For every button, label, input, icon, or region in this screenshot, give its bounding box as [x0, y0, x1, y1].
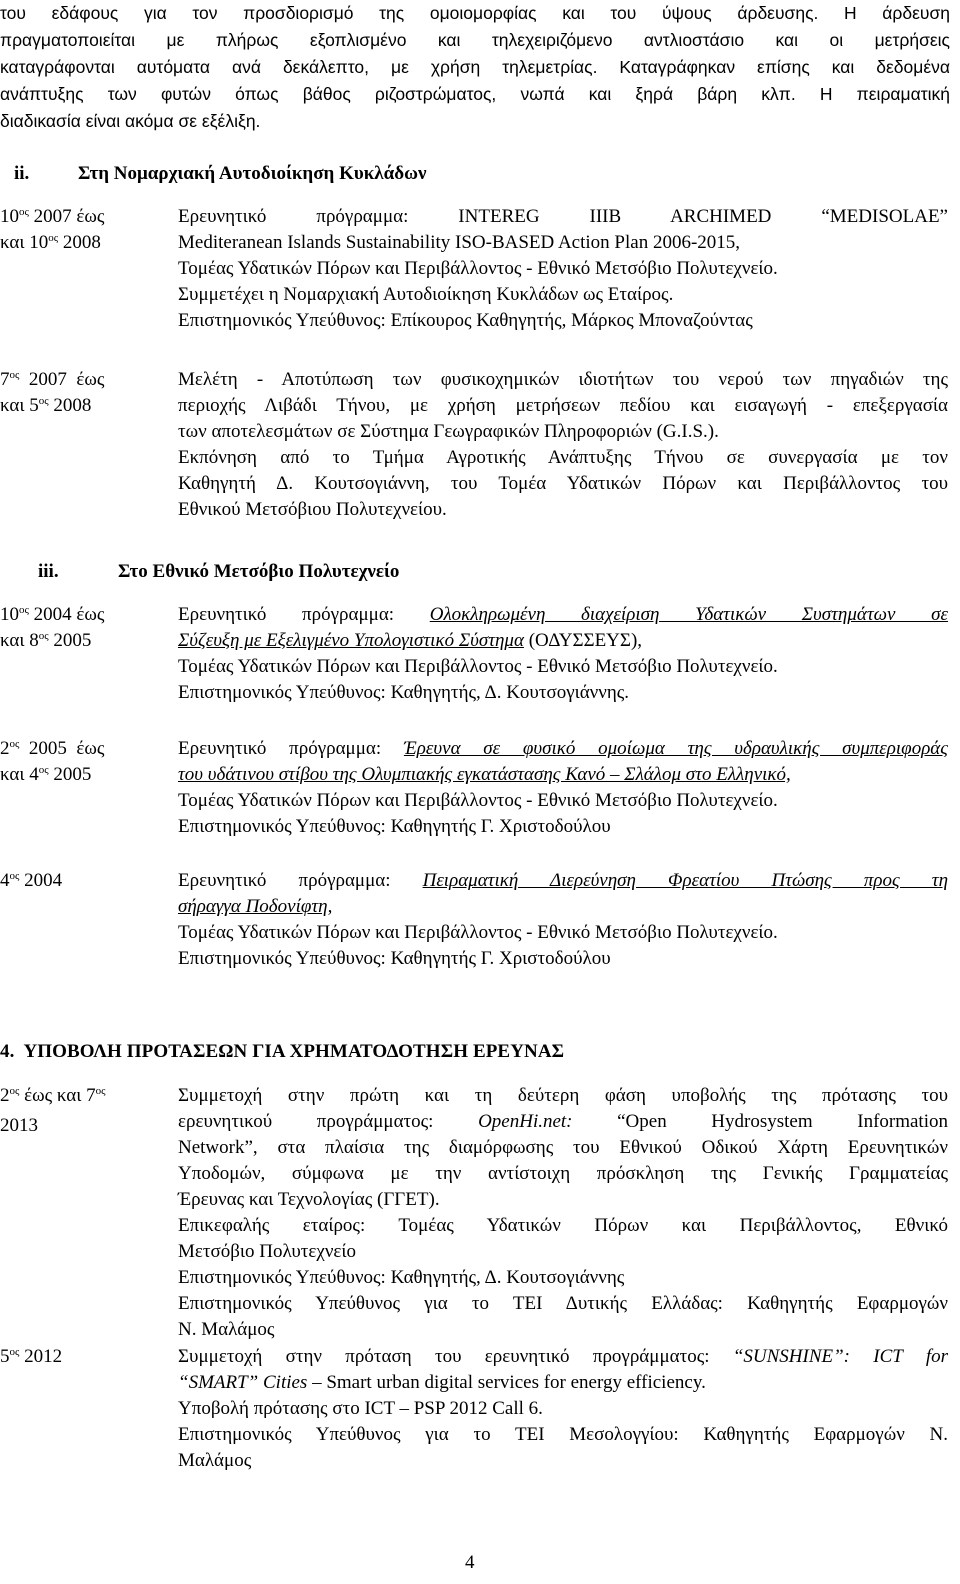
subsection-number: ii.	[14, 163, 30, 184]
entry-line: Σύζευξη με Εξελιγμένο Υπολογιστικό Σύστημα (ΟΔΥΣΣΕΥΣ),	[178, 630, 643, 651]
entry-line: Τομέας Υδατικών Πόρων και Περιβάλλοντος - Εθνικό Μετσόβιο Πολυτεχνείο.	[178, 790, 778, 811]
entry-line: του υδάτινου στίβου της Ολυμπιακής εγκατάστασης Κανό – Σλάλομ στο Ελληνικό,	[178, 764, 791, 785]
proposal-content	[178, 1083, 948, 1343]
proposal-date: $2^{o\varsigma}$ έως και $7^{o\varsigma}$ 2013	[0, 1085, 106, 1136]
intro-line: καταγράφονται αυτόματα ανά δεκάλεπτο, με χρήση τηλεμετρίας. Καταγράφηκαν επίσης και δεδομένα	[0, 57, 950, 77]
proposal-line: Έρευνας και Τεχνολογίας (ΓΓΕΤ).	[178, 1189, 440, 1210]
entry-content	[178, 602, 948, 706]
entry-date: $10^{o\varsigma}$ 2004 έως και $8^{o\varsigma}$ 2005	[0, 604, 105, 651]
proposal-line: Επιστημονικός Υπεύθυνος για το ΤΕΙ Δυτικής Ελλάδας: Καθηγητής Εφαρμογών	[178, 1293, 948, 1314]
entry-line: των αποτελεσμάτων σε Σύστημα Γεωγραφικών Πληροφοριών (G.I.S.).	[178, 421, 719, 442]
intro-line: του εδάφους για τον προσδιορισμό της ομοιομορφίας και του ύψους άρδευσης. Η άρδευση	[0, 3, 950, 23]
proposal-line: Συμμετοχή στην πρόταση του ερευνητικό προγράμματος: “SUNSHINE”: ICT for	[178, 1346, 948, 1367]
proposal-line: Υποδομών, σύμφωνα με την αντίστοιχη πρόσκληση της Γενικής Γραμματείας	[178, 1163, 948, 1184]
entry-date: $10^{o\varsigma}$ 2007 έως και $10^{o\varsigma}$ 2008	[0, 206, 105, 253]
entry-line: Μελέτη - Αποτύπωση των φυσικοχημικών ιδιοτήτων του νερού των πηγαδιών της	[178, 369, 948, 390]
intro-paragraph	[0, 0, 950, 135]
proposal-line: Network”, στα πλαίσια της διαμόρφωσης του Εθνικού Οδικού Χάρτη Ερευνητικών	[178, 1137, 948, 1158]
entry-content	[178, 204, 948, 334]
entry-line: Τομέας Υδατικών Πόρων και Περιβάλλοντος - Εθνικό Μετσόβιο Πολυτεχνείο.	[178, 922, 778, 943]
entry-line: Ερευνητικό πρόγραμμα: Πειραματική Διερεύνηση Φρεατίου Πτώσης προς τη	[178, 870, 948, 891]
experience-entry	[0, 736, 950, 846]
proposal-date: $5^{o\varsigma}$ 2012	[0, 1346, 63, 1367]
proposal-line: “SMART” Cities – Smart urban digital services for energy efficiency.	[178, 1372, 706, 1393]
experience-entry	[0, 602, 950, 712]
entry-line: Επιστημονικός Υπεύθυνος: Καθηγητής Γ. Χριστοδούλου	[178, 948, 611, 969]
subsection-iii-heading	[38, 561, 399, 583]
entry-date: $2^{o\varsigma}$ 2005 έως και $4^{o\varsigma}$ 2005	[0, 738, 105, 785]
entry-line: Συμμετέχει η Νομαρχιακή Αυτοδιοίκηση Κυκλάδων ως Εταίρος.	[178, 284, 674, 305]
entry-line: Επιστημονικός Υπεύθυνος: Καθηγητής, Δ. Κουτσογιάννης.	[178, 682, 630, 703]
entry-line: Τομέας Υδατικών Πόρων και Περιβάλλοντος - Εθνικό Μετσόβιο Πολυτεχνείο.	[178, 656, 778, 677]
entry-date: $7^{o\varsigma}$ 2007 έως και $5^{o\varsigma}$ 2008	[0, 369, 105, 416]
entry-date: $4^{o\varsigma}$ 2004	[0, 870, 63, 891]
proposal-line: Επικεφαλής εταίρος: Τομέας Υδατικών Πόρων και Περιβάλλοντος, Εθνικό	[178, 1215, 948, 1236]
proposal-line: Μετσόβιο Πολυτεχνείο	[178, 1241, 357, 1262]
proposal-line: Υποβολή πρότασης στο ICT – PSP 2012 Call 6.	[178, 1398, 543, 1419]
page-number: 4	[465, 1552, 475, 1573]
entry-line: σήραγγα Ποδονίφτη,	[178, 896, 333, 917]
proposal-line: ερευνητικού προγράμματος: OpenHi.net: “Open Hydrosystem Information	[178, 1111, 948, 1132]
subsection-title: Στο Εθνικό Μετσόβιο Πολυτεχνείο	[118, 561, 400, 582]
proposal-line: Συμμετοχή στην πρώτη και τη δεύτερη φάση υποβολής της πρότασης του	[178, 1085, 948, 1106]
proposal-entry	[0, 1344, 950, 1484]
experience-entry	[0, 367, 950, 547]
intro-line: ανάπτυξης των φυτών όπως βάθος ριζοστρώματος, νωπά και ξηρά βάρη κλπ. Η πειραματική	[0, 84, 950, 104]
entry-line: Καθηγητή Δ. Κουτσογιάννη, του Τομέα Υδατικών Πόρων και Περιβάλλοντος του	[178, 473, 948, 494]
entry-line: Ερευνητικό πρόγραμμα: INTEREG IIIB ARCHIMED “MEDISOLAE”	[178, 206, 948, 227]
proposal-line: Ν. Μαλάμος	[178, 1319, 275, 1340]
entry-content	[178, 736, 948, 840]
proposal-entry	[0, 1083, 950, 1353]
entry-line: Ερευνητικό πρόγραμμα: Έρευνα σε φυσικό ομοίωμα της υδραυλικής συμπεριφοράς	[178, 738, 948, 759]
subsection-number: iii.	[38, 561, 59, 582]
proposal-line: Μαλάμος	[178, 1450, 252, 1471]
entry-line: Εκπόνηση από το Τμήμα Αγροτικής Ανάπτυξης Τήνου σε συνεργασία με τον	[178, 447, 948, 468]
entry-line: Ερευνητικό πρόγραμμα: Ολοκληρωμένη διαχείριση Υδατικών Συστημάτων σε	[178, 604, 948, 625]
entry-line: Επιστημονικός Υπεύθυνος: Καθηγητής Γ. Χριστοδούλου	[178, 816, 611, 837]
intro-line: διαδικασία είναι ακόμα σε εξέλιξη.	[0, 111, 261, 131]
entry-content	[178, 868, 948, 972]
proposal-line: Επιστημονικός Υπεύθυνος: Καθηγητής, Δ. Κουτσογιάννης	[178, 1267, 625, 1288]
subsection-ii-heading	[14, 163, 426, 185]
intro-line: πραγματοποιείται με πλήρως εξοπλισμένο και τηλεχειριζόμενο αντλιοστάσιο και οι μετρήσεις	[0, 30, 950, 50]
subsection-title: Στη Νομαρχιακή Αυτοδιοίκηση Κυκλάδων	[78, 163, 427, 184]
experience-entry	[0, 204, 950, 354]
proposal-line: Επιστημονικός Υπεύθυνος για το ΤΕΙ Μεσολογγίου: Καθηγητής Εφαρμογών Ν.	[178, 1424, 948, 1445]
entry-line: περιοχής Λιβάδι Τήνου, με χρήση μετρήσεων πεδίου και εισαγωγή - επεξεργασία	[178, 395, 948, 416]
section-4-heading: 4. ΥΠΟΒΟΛΗ ΠΡΟΤΑΣΕΩΝ ΓΙΑ ΧΡΗΜΑΤΟΔΟΤΗΣΗ ΕΡΕΥΝΑΣ	[0, 1041, 565, 1062]
entry-line: Επιστημονικός Υπεύθυνος: Επίκουρος Καθηγητής, Μάρκος Μποναζούντας	[178, 310, 753, 331]
entry-content	[178, 367, 948, 523]
entry-line: Mediteranean Islands Sustainability ISO-BASED Action Plan 2006-2015,	[178, 232, 741, 253]
experience-entry	[0, 868, 950, 978]
proposal-content	[178, 1344, 948, 1474]
entry-line: Εθνικού Μετσόβιου Πολυτεχνείου.	[178, 499, 447, 520]
entry-line: Τομέας Υδατικών Πόρων και Περιβάλλοντος - Εθνικό Μετσόβιο Πολυτεχνείο.	[178, 258, 778, 279]
